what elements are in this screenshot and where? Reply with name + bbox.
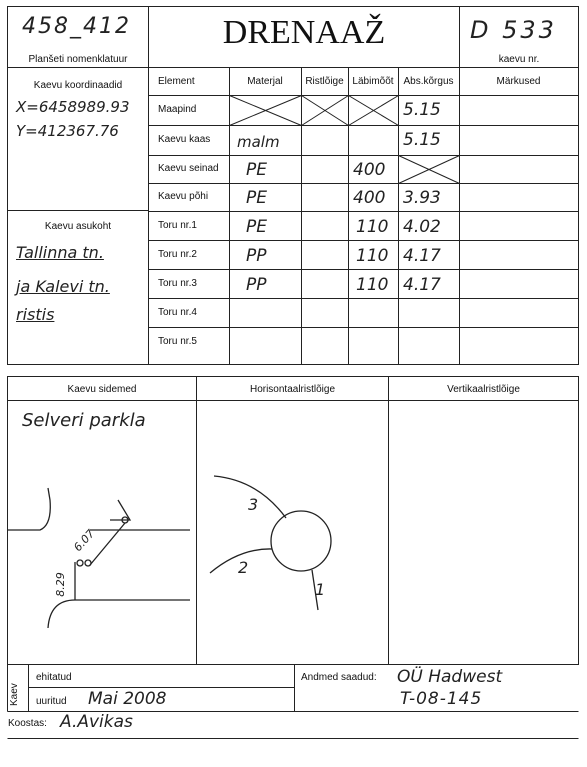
author-label: Koostas: [8, 718, 47, 729]
row-diameter-toru-1: 110 [356, 217, 389, 237]
surveyed-label: uuritud [36, 696, 67, 707]
pipe-1-label: 1 [315, 580, 326, 599]
coordinates-label: Kaevu koordinaadid [33, 80, 123, 91]
plansheet-value: 458_412 [22, 14, 131, 39]
coordinate-x: X=6458989.93 [16, 98, 130, 116]
surveyed-value: Mai 2008 [88, 689, 167, 709]
data-from-ref: T-08-145 [400, 689, 483, 709]
row-element-kaevu-pohi: Kaevu põhi [158, 191, 209, 202]
row-height-toru-1: 4.02 [403, 217, 441, 237]
row-material-toru-3: PP [246, 275, 267, 295]
row-height-kaevu-pohi: 3.93 [403, 188, 441, 208]
row-element-toru-5: Toru nr.5 [158, 336, 197, 347]
row-element-toru-2: Toru nr.2 [158, 249, 197, 260]
coordinate-y: Y=412367.76 [16, 122, 119, 140]
horizontal-section-label: Horisontaalristlõige [249, 384, 336, 395]
well-number-label: kaevu nr. [498, 54, 540, 65]
vertical-section-label: Vertikaalristlõige [447, 384, 520, 395]
row-element-toru-3: Toru nr.3 [158, 278, 197, 289]
row-diameter-kaevu-pohi: 400 [353, 188, 386, 208]
row-material-toru-2: PP [246, 246, 267, 266]
document-title: DRENAAŽ [222, 14, 386, 51]
row-element-maapind: Maapind [158, 104, 197, 115]
ties-dimension-2: 8.29 [53, 572, 67, 597]
row-diameter-toru-2: 110 [356, 246, 389, 266]
data-from-value: OÜ Hadwest [397, 667, 503, 687]
ties-dimension-1: 6.07 [71, 527, 98, 554]
row-material-kaevu-kaas: malm [237, 133, 280, 151]
row-material-kaevu-pohi: PE [246, 188, 267, 208]
pipe-2-label: 2 [238, 558, 249, 577]
col-header-element: Element [158, 76, 195, 87]
row-height-kaevu-kaas: 5.15 [403, 130, 441, 150]
row-height-toru-2: 4.17 [403, 246, 441, 266]
row-element-kaevu-seinad: Kaevu seinad [158, 163, 219, 174]
built-label: ehitatud [36, 672, 72, 683]
pipe-3-label: 3 [248, 495, 259, 514]
row-height-maapind: 5.15 [403, 100, 441, 120]
col-header-abs-height: Abs.kõrgus [403, 76, 454, 87]
row-material-kaevu-seinad: PE [246, 160, 267, 180]
col-header-notes: Märkused [496, 76, 541, 87]
col-header-material: Materjal [247, 76, 283, 87]
row-material-toru-1: PE [246, 217, 267, 237]
kaev-label: Kaev [9, 683, 20, 706]
well-number-value: D 533 [470, 16, 557, 44]
ties-note: Selveri parkla [22, 410, 146, 431]
ties-label: Kaevu sidemed [67, 384, 137, 395]
row-element-kaevu-kaas: Kaevu kaas [158, 134, 211, 145]
location-label: Kaevu asukoht [44, 221, 112, 232]
location-line-3: ristis [16, 305, 55, 324]
row-height-toru-3: 4.17 [403, 275, 441, 295]
row-diameter-kaevu-seinad: 400 [353, 160, 386, 180]
row-element-toru-4: Toru nr.4 [158, 307, 197, 318]
data-from-label: Andmed saadud: [301, 672, 377, 683]
location-line-2: ja Kalevi tn. [16, 277, 110, 296]
location-line-1: Tallinna tn. [16, 243, 104, 262]
plansheet-label: Planšeti nomenklatuur [28, 54, 128, 65]
row-element-toru-1: Toru nr.1 [158, 220, 197, 231]
col-header-diameter: Läbimõõt [352, 76, 394, 87]
row-diameter-toru-3: 110 [356, 275, 389, 295]
col-header-cross-section: Ristlõige [305, 76, 344, 87]
author-value: A.Avikas [60, 712, 133, 732]
